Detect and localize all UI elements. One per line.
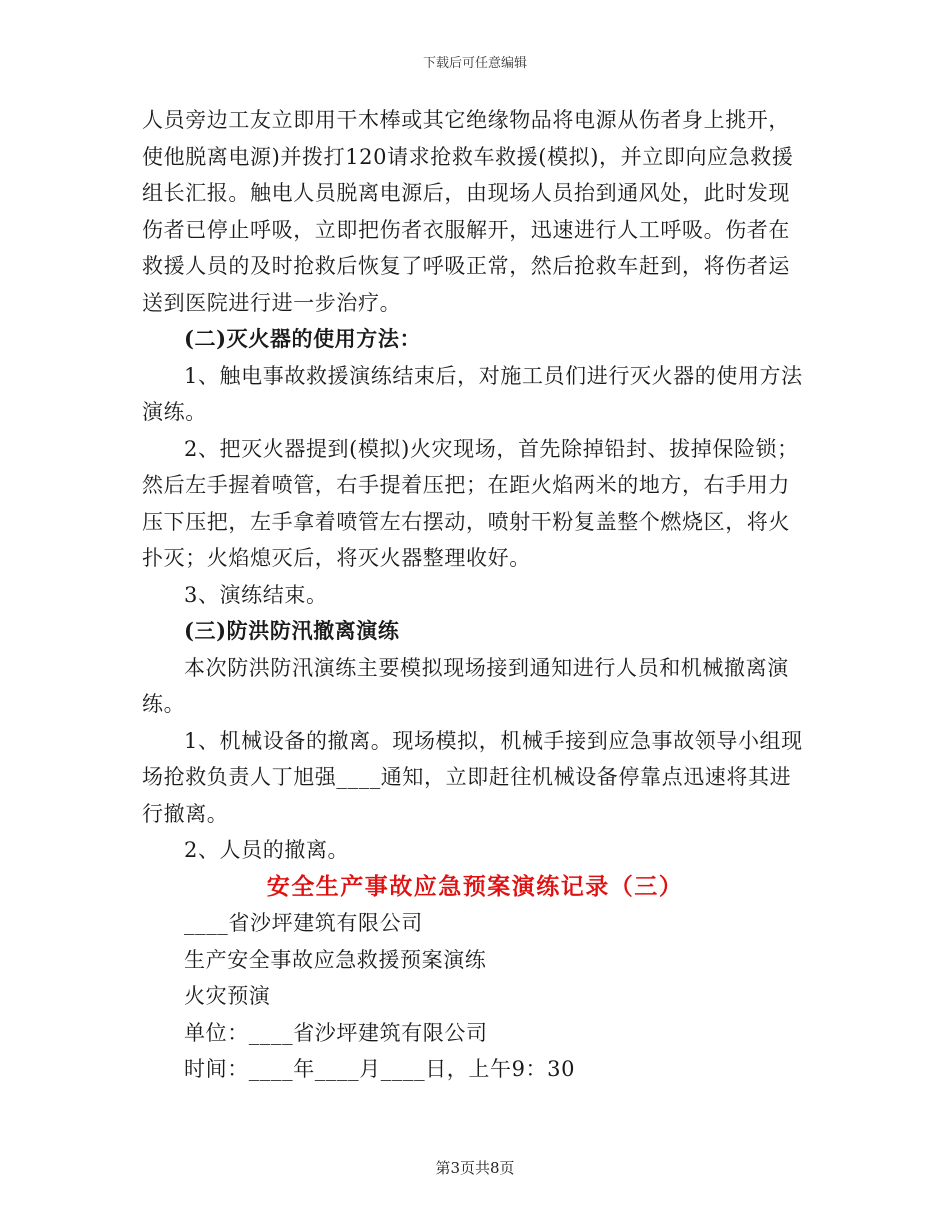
list-item-extinguisher-2: 2、把灭火器提到(模拟)火灾现场，首先除掉铅封、拔掉保险锁；然后左手握着喷管，右手提着压把；在距火焰两米的地方，右手用力压下压把，左手拿着喷管左右摆动，喷射干粉复盖整个燃烧区，将火扑灭；火焰熄灭后，将灭火器整理收好。 xyxy=(142,436,799,570)
document-body xyxy=(142,102,808,1088)
drill-type: 火灾预演 xyxy=(184,984,271,1008)
document-title: 安全生产事故应急预案演练记录（三） xyxy=(266,872,684,900)
drill-name: 生产安全事故应急救援预案演练 xyxy=(184,947,487,972)
unit-line: 单位：____省沙坪建筑有限公司 xyxy=(184,1020,488,1045)
list-item-flood-2: 2、人员的撤离。 xyxy=(184,838,350,862)
paragraph-flood-intro: 本次防洪防汛演练主要模拟现场接到通知进行人员和机械撤离演练。 xyxy=(142,655,789,716)
list-item-extinguisher-3: 3、演练结束。 xyxy=(184,582,328,607)
company-name: ____省沙坪建筑有限公司 xyxy=(184,911,423,935)
time-line: 时间：____年____月____日，上午9：30 xyxy=(184,1057,576,1081)
list-item-extinguisher-1: 1、触电事故救援演练结束后，对施工员们进行灭火器的使用方法演练。 xyxy=(142,363,803,424)
page-number: 第3页共8页 xyxy=(435,1159,515,1177)
page-header: 下载后可任意编辑 xyxy=(422,56,527,71)
list-item-flood-1: 1、机械设备的撤离。现场模拟，机械手接到应急事故领导小组现场抢救负责人丁旭强____通知，立即赶往机械设备停靠点迅速将其进行撤离。 xyxy=(142,728,803,826)
section-heading-extinguisher: (二)灭火器的使用方法： xyxy=(184,326,422,351)
section-heading-flood: (三)防洪防汛撤离演练 xyxy=(184,618,400,643)
paragraph-rescue-continued: 人员旁边工友立即用干木棒或其它绝缘物品将电源从伤者身上挑开，使他脱离电源)并拨打120请求抢救车救援(模拟)，并立即向应急救援组长汇报。触电人员脱离电源后，由现场人员抬到通风处，此时发现伤者已停止呼吸，立即把伤者衣服解开，迅速进行人工呼吸。伤者在救援人员的及时抢救后恢复了呼吸正常，然后抢救车赶到，将伤者运送到医院进行进一步治疗。 xyxy=(142,108,794,315)
